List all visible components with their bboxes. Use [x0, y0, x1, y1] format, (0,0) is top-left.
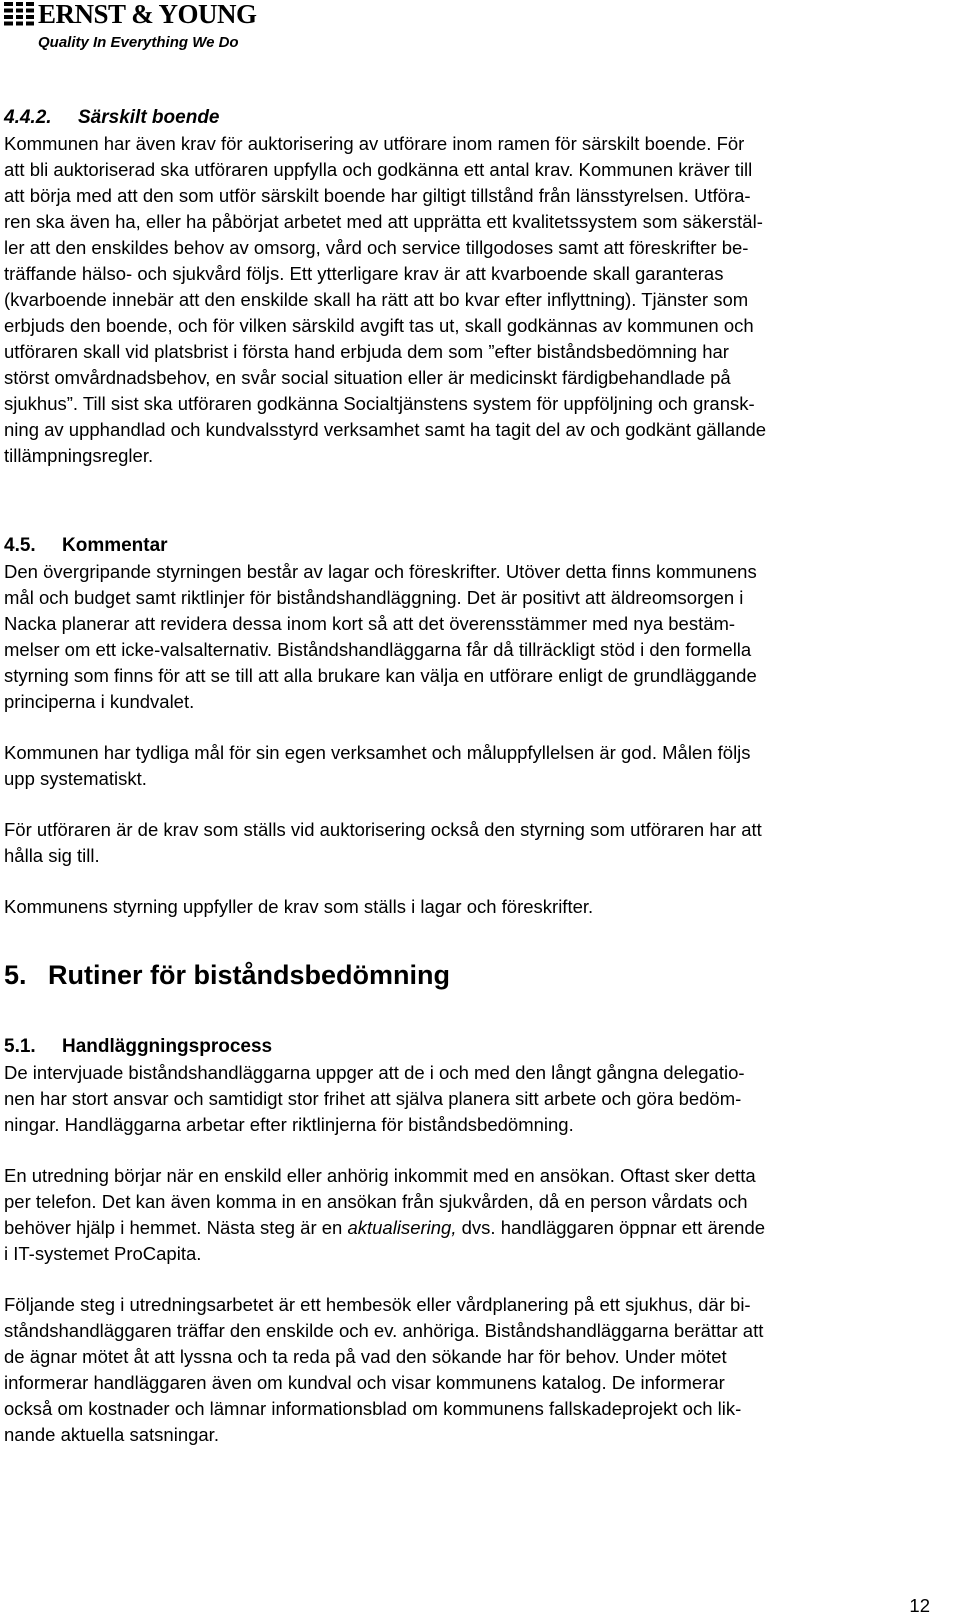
heading-5	[4, 958, 956, 992]
heading-number: 4.4.2.	[4, 107, 52, 128]
text-line: ningar. Handläggarna arbetar efter riktlinjerna för biståndsbedömning.	[4, 1114, 574, 1135]
heading-4-4-2	[4, 105, 956, 131]
document-body	[4, 105, 956, 1448]
heading-title: Särskilt boende	[78, 107, 220, 128]
paragraph-handlaggning-2	[4, 1163, 956, 1267]
text-line: Nacka planerar att revidera dessa inom kort så att det överensstämmer med nya bestäm-	[4, 613, 736, 634]
text-line: Kommunen har tydliga mål för sin egen verksamhet och måluppfyllelsen är god. Målen följs	[4, 742, 751, 763]
text-line: nande aktuella satsningar.	[4, 1424, 219, 1445]
text-line: Kommunen har även krav för auktorisering av utförare inom ramen för särskilt boende. För	[4, 133, 745, 154]
text-line: principerna i kundvalet.	[4, 691, 195, 712]
paragraph-kommentar-4	[4, 894, 956, 920]
page-number: 12	[909, 1595, 930, 1616]
paragraph-handlaggning-1	[4, 1060, 956, 1138]
paragraph-kommentar-1	[4, 559, 956, 715]
heading-number: 4.5.	[4, 535, 36, 556]
text-line: För utföraren är de krav som ställs vid auktorisering också den styrning som utföraren har att	[4, 819, 762, 840]
heading-title: Rutiner för biståndsbedömning	[48, 960, 450, 990]
text-line: de ägnar mötet åt att lyssna och ta reda på vad den sökande har för behov. Under mötet	[4, 1346, 727, 1367]
paragraph-kommentar-3	[4, 817, 956, 869]
heading-4-5	[4, 533, 956, 559]
heading-title: Handläggningsprocess	[62, 1036, 273, 1057]
text-line: erbjuds den boende, och för vilken särskild avgift tas ut, skall godkännas av kommunen och	[4, 315, 754, 336]
text-line: ren ska även ha, eller ha påbörjat arbetet med att upprätta ett kvalitetssystem som säkerstäl-	[4, 211, 763, 232]
text-line: (kvarboende innebär att den enskilde skall ha rätt att bo kvar efter inflyttning). Tjänster som	[4, 289, 749, 310]
italic-term: aktualisering,	[347, 1217, 457, 1238]
paragraph-kommentar-2	[4, 740, 956, 792]
text-line: att bli auktoriserad ska utföraren uppfylla och godkänna ett antal krav. Kommunen kräver till	[4, 159, 753, 180]
text-line: också om kostnader och lämnar informationsblad om kommunens fallskadeprojekt och lik-	[4, 1398, 742, 1419]
text-line: sjukhus”. Till sist ska utföraren godkänna Socialtjänstens system för uppföljning och gransk-	[4, 393, 755, 414]
text-line: nen har stort ansvar och samtidigt stor frihet att själva planera sitt arbete och göra bedöm-	[4, 1088, 742, 1109]
text-line: melser om ett icke-valsalternativ. Biståndshandläggarna får då tillräckligt stöd i den formella	[4, 639, 752, 660]
text-line: ning av upphandlad och kundvalsstyrd verksamhet samt ha tagit del av och godkänt gällande	[4, 419, 767, 440]
text-line: ståndshandläggaren träffar den enskilde och ev. anhöriga. Biståndshandläggarna berättar att	[4, 1320, 764, 1341]
text-line: utföraren skall vid platsbrist i första hand erbjuda dem som ”efter biståndsbedömning har	[4, 341, 729, 362]
text-line: Kommunens styrning uppfyller de krav som ställs i lagar och föreskrifter.	[4, 896, 594, 917]
heading-number: 5.1.	[4, 1036, 36, 1057]
text-line: Följande steg i utredningsarbetet är ett hembesök eller vårdplanering på ett sjukhus, där bi-	[4, 1294, 751, 1315]
text-line: hålla sig till.	[4, 845, 100, 866]
text-line: att börja med att den som utför särskilt boende har giltigt tillstånd från länsstyrelsen. Utföra-	[4, 185, 751, 206]
heading-5-1	[4, 1034, 956, 1060]
text-line: upp systematiskt.	[4, 768, 147, 789]
text-line: tillämpningsregler.	[4, 445, 154, 466]
text-line: De intervjuade biståndshandläggarna uppger att de i och med den långt gångna delegatio-	[4, 1062, 745, 1083]
logo-name: ERNST & YOUNG	[38, 0, 257, 29]
text-line: störst omvårdnadsbehov, en svår social situation eller är medicinskt färdigbehandlade på	[4, 367, 731, 388]
text-line: Den övergripande styrningen består av lagar och föreskrifter. Utöver detta finns kommunens	[4, 561, 757, 582]
paragraph-handlaggning-3	[4, 1292, 956, 1448]
logo-tagline: Quality In Everything We Do	[38, 34, 239, 51]
text-line: mål och budget samt riktlinjer för biståndshandläggning. Det är positivt att äldreomsorgen i	[4, 587, 744, 608]
text-line: per telefon. Det kan även komma in en ansökan från sjukvården, då en person vårdats och	[4, 1191, 748, 1212]
paragraph-sarskilt-boende	[4, 131, 956, 469]
ey-logo-mark-icon	[4, 2, 34, 26]
heading-number: 5.	[4, 960, 27, 990]
text-line: i IT-systemet ProCapita.	[4, 1243, 202, 1264]
text-segment: dvs. handläggaren öppnar ett ärende	[456, 1217, 766, 1238]
text-line: styrning som finns för att se till att alla brukare kan välja en utförare enligt de grundläggande	[4, 665, 757, 686]
ernst-young-logo	[4, 0, 257, 56]
heading-title: Kommentar	[62, 535, 168, 556]
text-line: En utredning börjar när en enskild eller anhörig inkommit med en ansökan. Oftast sker detta	[4, 1165, 756, 1186]
text-segment: behöver hjälp i hemmet. Nästa steg är en	[4, 1217, 348, 1238]
text-line: träffande hälso- och sjukvård följs. Ett ytterligare krav är att kvarboende skall garanteras	[4, 263, 724, 284]
text-line: informerar handläggaren även om kundval och visar kommunens katalog. De informerar	[4, 1372, 725, 1393]
text-line	[4, 1215, 956, 1241]
text-line: ler att den enskildes behov av omsorg, vård och service tillgodoses samt att föreskrifter be-	[4, 237, 749, 258]
